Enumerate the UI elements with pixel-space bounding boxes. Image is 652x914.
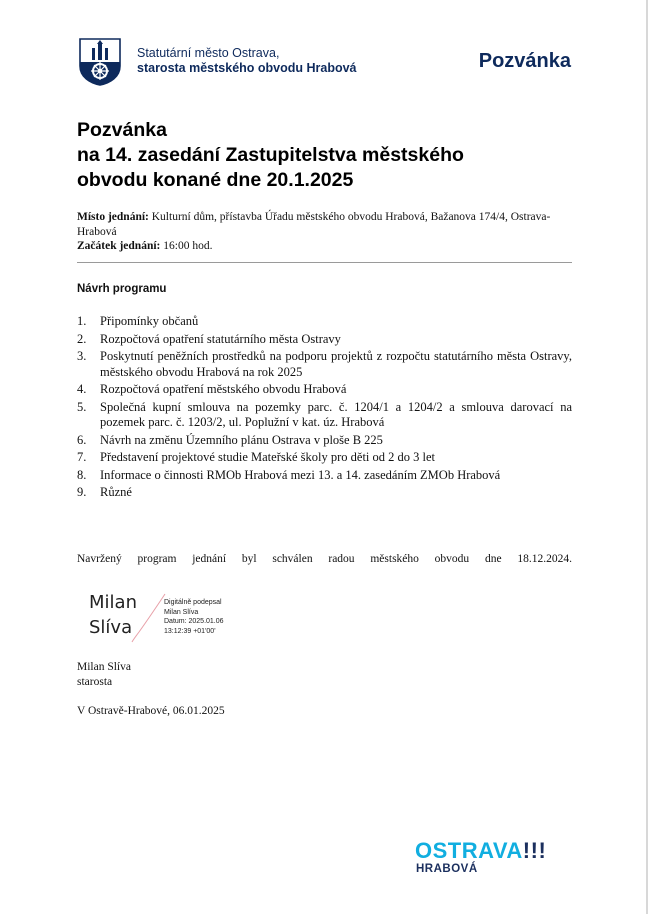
organization-name [137,46,357,76]
signature-detail-line: 13:12:39 +01'00' [164,627,216,635]
agenda-item-text: Společná kupní smlouva na pozemky parc. č. 1204/1 a 1204/2 a smlouva darovací na pozemek parc. č. 1203/2, ul. Poplužní v kat. úz. Hrabová [100,399,572,429]
ostrava-hrabova-logo [415,839,575,881]
document-type-label: Pozvánka [478,50,571,72]
agenda-item [77,468,572,484]
org-name-line1: Statutární město Ostrava, [137,46,280,60]
agenda-item-text: Návrh na změnu Územního plánu Ostrava v ploše B 225 [100,432,383,447]
agenda-item-number: 1. [77,314,87,328]
agenda-item-number: 9. [77,485,87,499]
agenda-item [77,485,572,501]
divider [77,262,572,263]
title-line3: obvodu konané dne 20.1.2025 [77,169,354,191]
logo-subtext: HRABOVÁ [416,863,478,875]
city-crest-icon [79,38,121,86]
agenda-item [77,400,572,431]
place-label: Místo jednání: [77,211,149,223]
start-label: Začátek jednání: [77,240,161,252]
signer-name: Milan Slíva [77,661,131,673]
agenda-item-text: Rozpočtová opatření městského obvodu Hrabová [100,382,347,396]
signature-detail-line: Milan Slíva [164,608,199,616]
signature-details [164,598,224,636]
agenda-item-text: Připomínky občanů [100,314,199,328]
signature-first-name: Milan [89,592,137,613]
digital-signature [89,590,259,650]
signature-detail-line: Datum: 2025.01.06 [164,618,224,625]
agenda-item [77,382,572,398]
signature-stroke-icon [129,592,169,644]
signature-last-name: Slíva [89,617,133,638]
logo-word: OSTRAVA [415,838,523,863]
agenda-heading: Návrh programu [77,283,167,295]
agenda-item-number: 7. [77,450,87,464]
title-line1: Pozvánka [77,119,167,141]
org-name-line2: starosta městského obvodu Hrabová [137,61,357,75]
agenda-item-text: Rozpočtová opatření statutárního města Ostravy [100,331,341,346]
agenda-item-text: Různé [100,485,132,499]
agenda-item [77,450,572,466]
agenda-item-number: 5. [77,399,87,414]
place-value: Kulturní dům, přístavba Úřadu městského obvodu Hrabová, Bažanova 174/4, Ostrava-Hrabová [77,211,551,238]
agenda-item-number: 4. [77,382,87,396]
agenda-item-text: Představení projektové studie Mateřské školy pro děti od 2 do 3 let [100,450,436,464]
letterhead [79,38,571,88]
agenda-item-text: Informace o činnosti RMOb Hrabová mezi 13. a 14. zasedáním ZMOb Hrabová [100,467,501,482]
agenda-item [77,349,572,380]
signer-block [77,660,131,689]
agenda-list [77,314,572,503]
title-line2: na 14. zasedání Zastupitelstva městského [77,144,464,166]
agenda-item [77,314,572,330]
agenda-item-number: 2. [77,331,87,346]
document-title [77,118,577,193]
agenda-item [77,433,572,449]
agenda-item-number: 8. [77,467,87,482]
agenda-item-number: 6. [77,432,87,447]
approval-statement: Navržený program jednání byl schválen radou městského obvodu dne 18.12.2024. [77,553,572,565]
meeting-details [77,210,572,254]
logo-exclamations: !!! [522,838,547,863]
agenda-item-text: Poskytnutí peněžních prostředků na podporu projektů z rozpočtu statutárního města Ostravy, městského obvodu Hrabová na rok 2025 [100,349,572,379]
meeting-place [77,210,572,239]
agenda-item [77,332,572,348]
logo-main-text [415,839,546,863]
agenda-item-number: 3. [77,349,87,363]
start-value: 16:00 hod. [163,240,213,252]
place-and-date: V Ostravě-Hrabové, 06.01.2025 [77,705,225,717]
meeting-start [77,239,572,254]
signer-role: starosta [77,675,113,688]
signature-detail-line: Digitálně podepsal [164,599,222,606]
